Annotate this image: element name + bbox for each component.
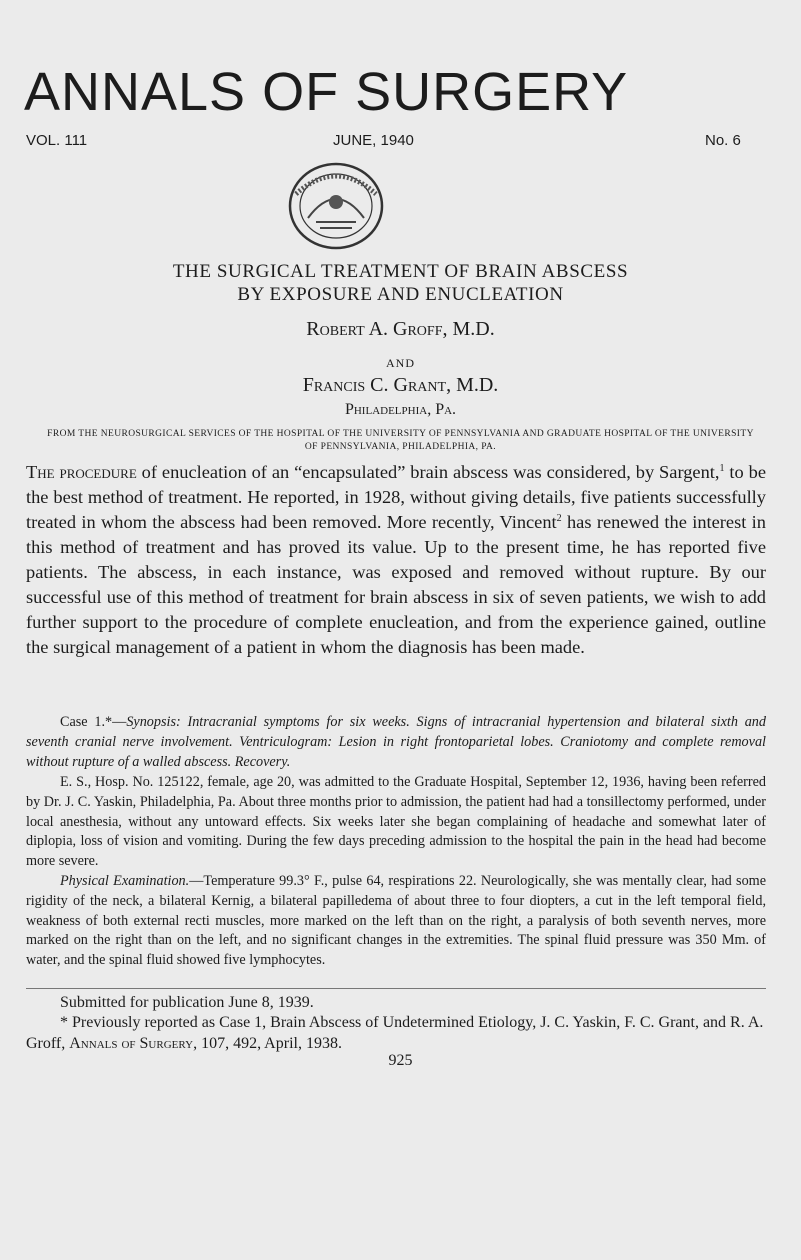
article-title-line-2: BY EXPOSURE AND ENUCLEATION <box>237 284 564 305</box>
previous-report-citation: , 107, 492, April, 1938. <box>193 1035 342 1052</box>
submitted-note: Submitted for publication June 8, 1939. <box>60 994 314 1011</box>
intro-text-1: of enucleation of an “encapsulated” brain abscess was considered, by Sargent, <box>136 462 720 482</box>
journal-seal-icon <box>286 160 386 250</box>
synopsis-text: Synopsis: Intracranial symptoms for six weeks. Signs of intracranial hypertension and bilateral sixth and seventh cranial nerve involvement. Ventriculogram: Lesion in right frontoparietal lobes. Craniotomy and complete removal without rupture of a walled abscess. Recovery. <box>26 714 766 770</box>
journal-title: ANNALS OF SURGERY <box>24 62 629 122</box>
page-number: 925 <box>388 1052 413 1069</box>
exam-text: —Temperature 99.3° F., pulse 64, respirations 22. Neurologically, she was mentally clear, had some rigidity of the neck, a bilateral Kernig, a bilateral papilledema of about three to four diopters, a cut in the left temporal field, weakness of both external recti muscles, more marked on the left than on the right, a paralysis of both seventh nerves, more marked on the right than on the left, and no significant changes in the extremities. The spinal fluid pressure was 350 Mm. of water, and the spinal fluid showed five lymphocytes. <box>26 873 766 969</box>
issue-number: No. 6 <box>705 132 741 149</box>
previous-report-note <box>26 1012 766 1054</box>
author-conjunction: AND <box>386 356 415 370</box>
author-1: Robert A. Groff, M.D. <box>306 318 495 340</box>
author-2: Francis C. Grant, M.D. <box>302 374 499 396</box>
author-location: Philadelphia, Pa. <box>344 401 457 418</box>
footnote-divider <box>26 988 766 989</box>
intro-paragraph <box>26 460 766 660</box>
exam-label: Physical Examination. <box>60 873 190 889</box>
article-title-line-1: THE SURGICAL TREATMENT OF BRAIN ABSCESS <box>172 261 629 282</box>
case-history: E. S., Hosp. No. 125122, female, age 20, was admitted to the Graduate Hospital, September 12, 1936, having been referred by Dr. J. C. Yaskin, Philadelphia, Pa. About three months prior to admission, the patient had had a tonsillectomy performed, under local anesthesia, without any untoward effects. Six weeks later she began complaining of headache and somewhat later of diplopia, loss of vision and vomiting. During the few days preceding admission to the hospital the pain in the head had become more severe. <box>26 774 766 870</box>
intro-text-2: to be the best method of treatment. He reported, in 1928, without giving details, five patients successfully treated in whom the abscess had been removed. More recently, Vincent <box>26 462 766 532</box>
previous-report-text: * Previously reported as Case 1, Brain Abscess of Undetermined Etiology, J. C. Yaskin, F. C. Grant, and R. A. Groff, <box>26 1014 764 1052</box>
intro-text-3: has renewed the interest in this method of treatment and has proved its value. Up to the present time, he has reported five patients. The abscess, in each instance, was exposed and removed without rupture. By our successful use of this method of treatment for brain abscess in six of seven patients, we wish to add further support to the procedure of complete enucleation, and from the experience gained, outline the surgical management of a patient in whom the diagnosis has been made. <box>26 512 766 657</box>
article-title <box>0 260 801 306</box>
volume-label: VOL. 111 <box>26 132 88 149</box>
intro-lead: The procedure <box>26 462 137 482</box>
case-synopsis <box>26 713 766 772</box>
case-label: Case 1.*— <box>60 714 127 730</box>
previous-report-journal: Annals of Surgery <box>69 1035 194 1052</box>
physical-examination <box>26 872 766 971</box>
issue-date: JUNE, 1940 <box>333 132 414 149</box>
affiliation: FROM THE NEUROSURGICAL SERVICES OF THE HOSPITAL OF THE UNIVERSITY OF PENNSYLVANIA AND GRADUATE HOSPITAL OF THE UNIVERSITY OF PENNSYLVANIA, PHILADELPHIA, PA. <box>47 429 754 452</box>
footnote-ref-2: 2 <box>556 512 562 524</box>
footnote-ref-1: 1 <box>719 462 725 474</box>
